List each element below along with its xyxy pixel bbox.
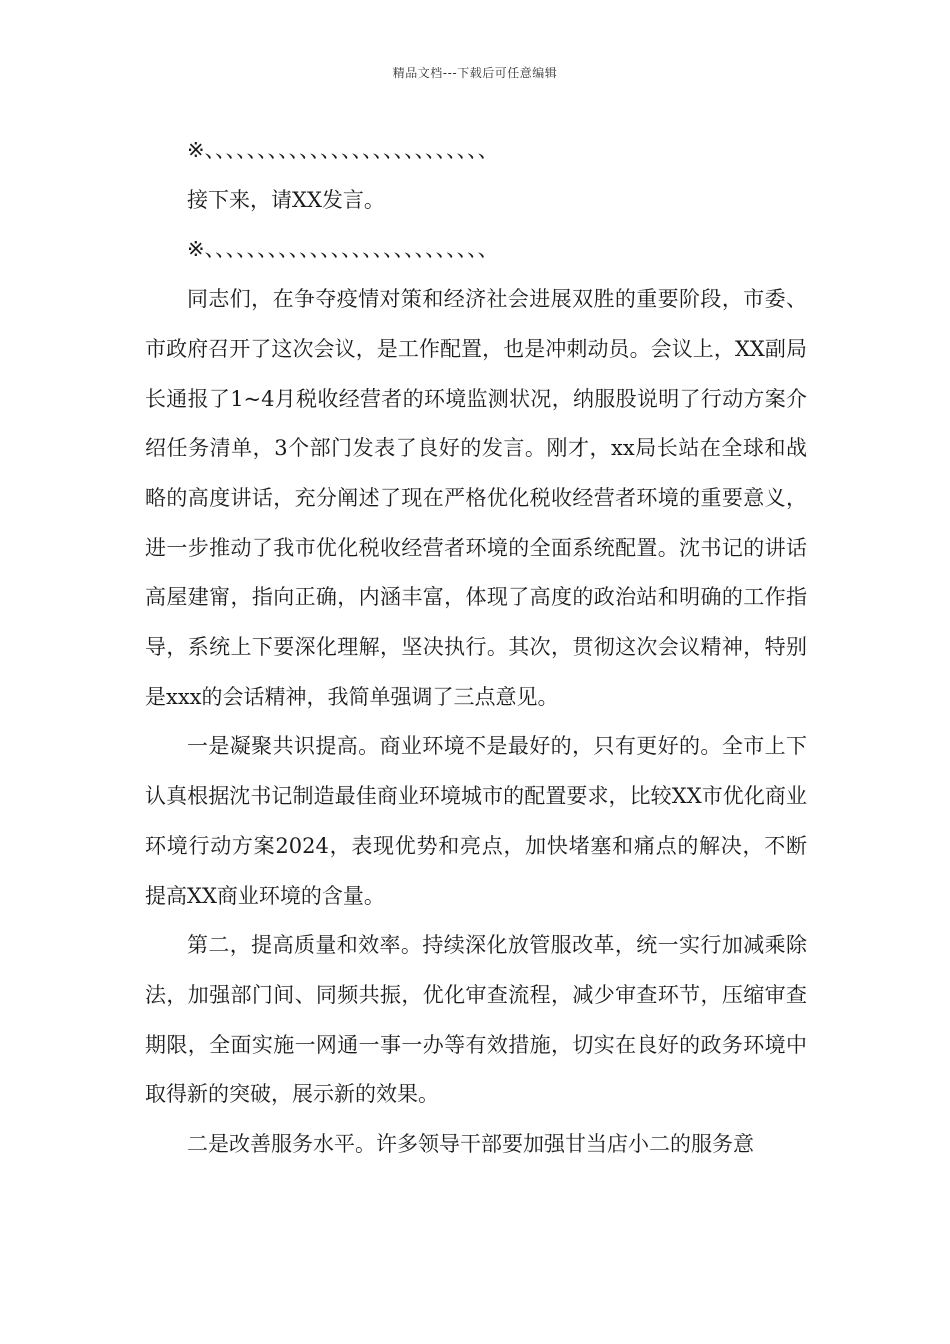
- page-header: 精品文档---下载后可任意编辑: [392, 66, 558, 80]
- speech-paragraph-point-2: 第二，提高质量和效率。持续深化放管服改革，统一实行加减乘除法，加强部门间、同频共振，优化审查流程，减少审查环节，压缩审查期限，全面实施一网通一事一办等有效措施，切实在良好的政务环境中取得新的突破，展示新的效果。: [145, 933, 807, 1107]
- speech-paragraph-point-3: 二是改善服务水平。许多领导干部要加强甘当店小二的服务意: [187, 1132, 754, 1157]
- separator-marker-1: ※、、、、、、、、、、、、、、、、、、、、、、、、、、、: [187, 138, 499, 162]
- intro-line: 接下来，请XX发言。: [187, 187, 385, 212]
- document-body: [145, 126, 807, 1170]
- speech-paragraph-point-1: 一是凝聚共识提高。商业环境不是最好的，只有更好的。全市上下认真根据沈书记制造最佳商业环境城市的配置要求，比较XX市优化商业环境行动方案2024，表现优势和亮点，加快堵塞和痛点的解决，不断提高XX商业环境的含量。: [145, 734, 807, 908]
- separator-marker-2: ※、、、、、、、、、、、、、、、、、、、、、、、、、、、: [187, 237, 499, 262]
- speech-paragraph-opening: 同志们，在争夺疫情对策和经济社会进展双胜的重要阶段，市委、市政府召开了这次会议，是工作配置，也是冲刺动员。会议上，XX副局长通报了1~4月税收经营者的环境监测状况，纳服股说明了行动方案介绍任务清单，3个部门发表了良好的发言。刚才，xx局长站在全球和战略的高度讲话，充分阐述了现在严格优化税收经营者环境的重要意义，进一步推动了我市优化税收经营者环境的全面系统配置。沈书记的讲话高屋建甯，指向正确，内涵丰富，体现了高度的政治站和明确的工作指导，系统上下要深化理解，坚决执行。其次，贯彻这次会议精神，特别是xxx的会话精神，我简单强调了三点意见。: [145, 287, 807, 709]
